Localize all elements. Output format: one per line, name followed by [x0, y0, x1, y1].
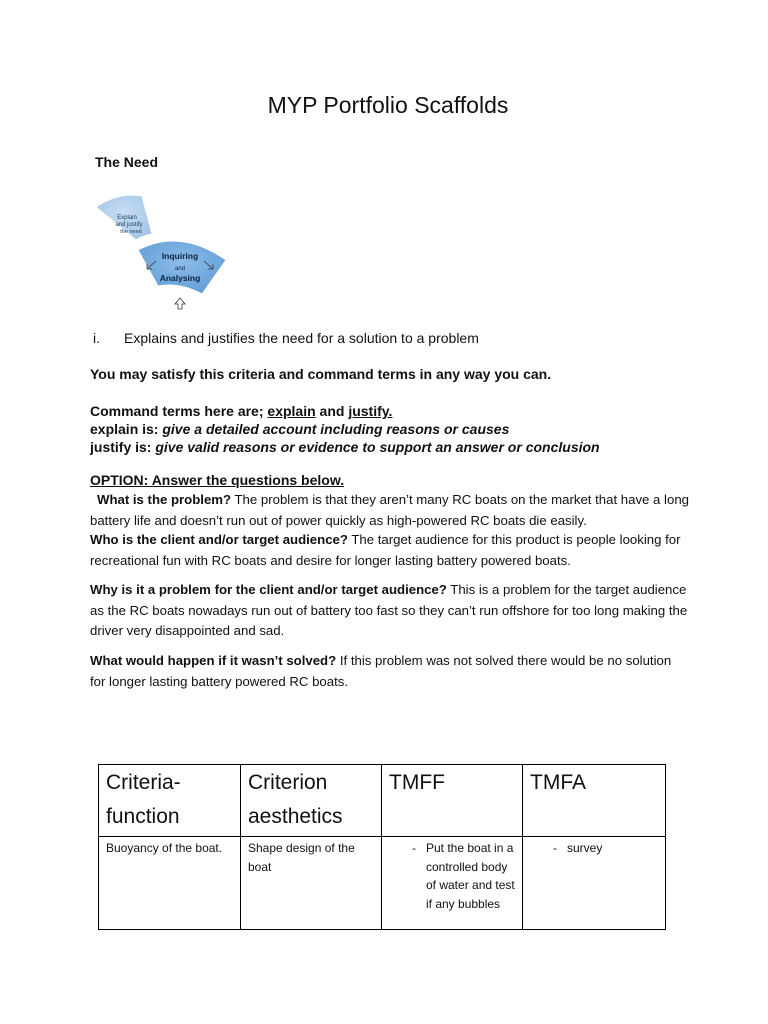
- justify-def: give valid reasons or evidence to support an answer or conclusion: [155, 439, 600, 455]
- qa-item-why: [90, 580, 690, 642]
- cell-criteria-function: Buoyancy of the boat.: [99, 837, 241, 930]
- diagram-main-label-3: Analysing: [159, 273, 201, 283]
- command-terms-block: [90, 402, 600, 456]
- cell-tmfa: [523, 837, 666, 930]
- explain-label: explain is:: [90, 421, 163, 437]
- diagram-top-label-1: Explain: [117, 215, 137, 221]
- justify-label: justify is:: [90, 439, 156, 455]
- header-tmfa: TMFA: [523, 765, 666, 837]
- justify-definition: [90, 438, 600, 456]
- header-criterion-aesthetics: Criterion aesthetics: [241, 765, 382, 837]
- page-title: MYP Portfolio Scaffolds: [267, 92, 509, 118]
- cell-tmff: [382, 837, 523, 930]
- command-terms-prefix: Command terms here are;: [90, 403, 268, 419]
- diagram-top-label-3: the need: [120, 229, 142, 235]
- criteria-table: [98, 764, 666, 930]
- qa-question: Why is it a problem for the client and/or target audience?: [90, 582, 447, 597]
- tmff-text: Put the boat in a controlled body of water and test if any bubbles: [426, 841, 515, 911]
- diagram-top-label-2: and justify: [115, 222, 143, 228]
- table-header-row: [99, 765, 666, 837]
- command-terms-line: [90, 402, 600, 420]
- option-heading: OPTION: Answer the questions below.: [90, 472, 345, 488]
- header-tmff: TMFF: [382, 765, 523, 837]
- table-row: [99, 837, 666, 930]
- explain-def: give a detailed account including reasons or causes: [162, 421, 510, 437]
- term-and: and: [315, 403, 349, 419]
- criterion-text: Explains and justifies the need for a solution to a problem: [124, 330, 479, 346]
- qa-answer: The problem is that they aren’t many RC boats on the market that have a long battery life and doesn’t run out of power quickly as high-powered RC boats die easily.: [90, 492, 689, 528]
- term-justify: justify.: [348, 403, 393, 419]
- diagram-main-label-1: Inquiring: [161, 251, 199, 261]
- qa-answer: If this problem was not solved there would be no solution for longer lasting battery powered RC boats.: [90, 653, 672, 689]
- qa-question: Who is the client and/or target audience?: [90, 532, 348, 547]
- criterion-numeral: i.: [93, 330, 100, 346]
- section-heading: The Need: [95, 154, 159, 170]
- qa-answer: This is a problem for the target audience as the RC boats nowadays run out of battery too fast so they can’t run offshore for too long making the driver very disappointed and sad.: [90, 582, 688, 638]
- header-criteria-function: Criteria-function: [99, 765, 241, 837]
- term-explain: explain: [267, 403, 316, 419]
- qa-question: What would happen if it wasn’t solved?: [90, 653, 337, 668]
- qa-item-problem: [90, 490, 690, 531]
- diagram-main-label-2: and: [174, 266, 186, 272]
- qa-answer: The target audience for this product is people looking for recreational fun with RC boats and desire for longer lasting battery powered boats.: [90, 532, 681, 568]
- satisfy-line: You may satisfy this criteria and command terms in any way you can.: [90, 366, 552, 382]
- qa-item-unsolved: [90, 651, 690, 692]
- criterion-item: [93, 330, 479, 346]
- arrow-down-icon: [175, 298, 185, 309]
- cell-criterion-aesthetics: Shape design of the boat: [241, 837, 382, 930]
- tmfa-text: survey: [567, 841, 603, 855]
- dash-bullet: -: [412, 841, 416, 855]
- inquiring-analysing-diagram: [90, 190, 240, 312]
- qa-question: What is the problem?: [97, 492, 232, 507]
- qa-item-client: [90, 530, 690, 571]
- explain-definition: [90, 420, 600, 438]
- dash-bullet: -: [553, 841, 557, 855]
